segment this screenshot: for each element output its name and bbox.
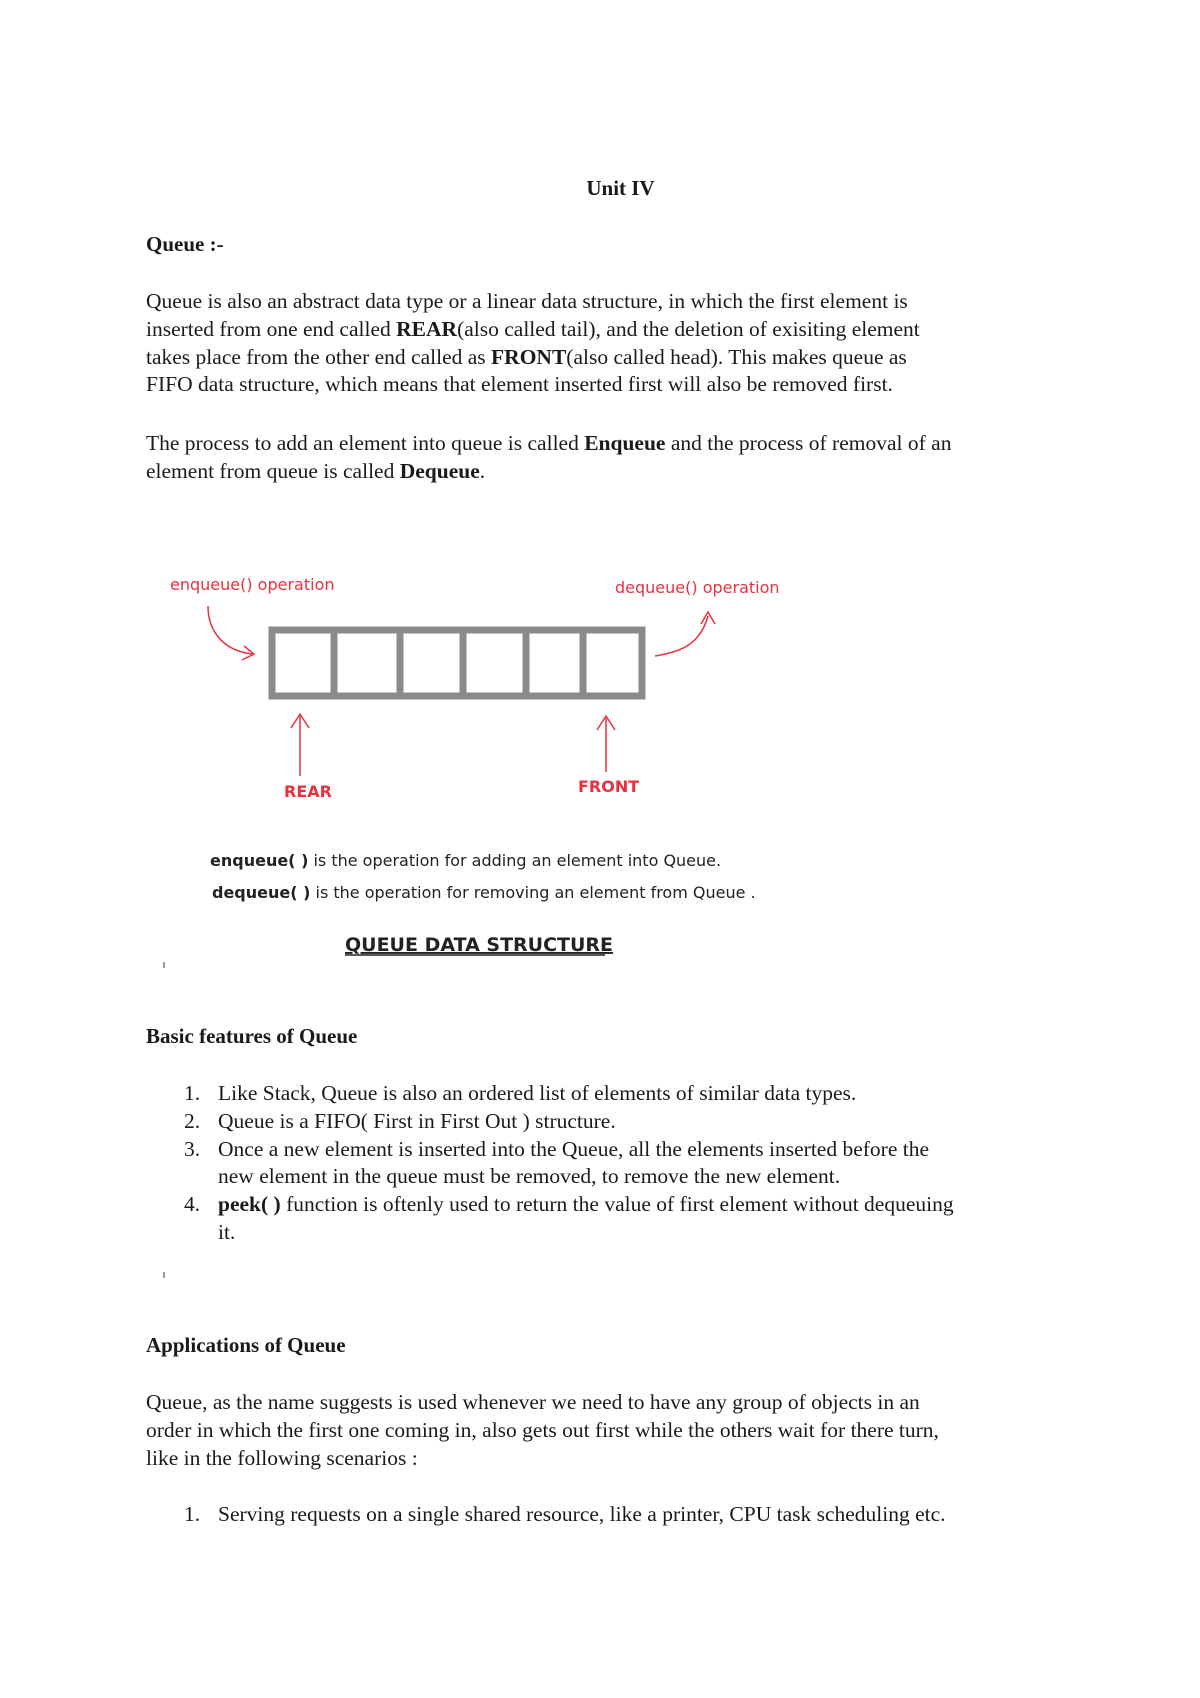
stray-mark	[163, 962, 165, 968]
enqueue-operation-label: enqueue() operation	[170, 575, 335, 594]
enqueue-term: Enqueue	[584, 431, 666, 455]
applications-list	[146, 1501, 1076, 1529]
intro-line: Queue is also an abstract data type or a linear data structure, in which the first element is	[146, 289, 908, 313]
process-line: The process to add an element into queue is called Enqueue and the process of removal of an	[146, 431, 952, 455]
rear-term: REAR	[396, 316, 458, 341]
features-heading: Basic features of Queue	[146, 1024, 358, 1048]
applications-heading: Applications of Queue	[146, 1333, 346, 1357]
enqueue-description: enqueue( ) is the operation for adding an element into Queue.	[210, 851, 722, 870]
list-item: 1. Serving requests on a single shared resource, like a printer, CPU task scheduling etc.	[184, 1502, 946, 1526]
list-item: 1. Like Stack, Queue is also an ordered list of elements of similar data types.	[184, 1081, 857, 1105]
page-title: Unit IV	[586, 176, 655, 200]
features-list	[146, 1080, 1076, 1247]
front-label: FRONT	[578, 777, 640, 796]
queue-diagram	[150, 560, 830, 960]
intro-line: takes place from the other end called as FRONT(also called head). This makes queue as	[146, 344, 907, 369]
intro-line: FIFO data structure, which means that element inserted first will also be removed first.	[146, 372, 893, 397]
applications-paragraph: Queue, as the name suggests is used whenever we need to have any group of objects in an order in which the first one coming in, also gets out first while the others wait for there turn, like in the following scenarios :	[146, 1390, 939, 1470]
list-item: 4. peek( ) function is oftenly used to return the value of first element without dequeuing it.	[184, 1192, 954, 1244]
dequeue-operation-label: dequeue() operation	[615, 578, 780, 597]
queue-heading: Queue :-	[146, 232, 224, 256]
list-item: 2. Queue is a FIFO( First in First Out ) structure.	[184, 1108, 616, 1133]
intro-line: inserted from one end called REAR(also called tail), and the deletion of exisiting element	[146, 316, 920, 341]
dequeue-arrow	[655, 616, 708, 656]
list-item: 3. Once a new element is inserted into the Queue, all the elements inserted before the new element in the queue must be removed, to remove the new element.	[184, 1136, 930, 1189]
queue-box	[272, 630, 642, 696]
diagram-caption: QUEUE DATA STRUCTURE	[345, 934, 614, 956]
peek-term: peek( )	[218, 1192, 281, 1217]
process-paragraph	[146, 430, 1076, 486]
front-term: FRONT	[491, 344, 567, 369]
stray-mark	[163, 1272, 165, 1278]
process-line: element from queue is called Dequeue.	[146, 458, 486, 483]
dequeue-term: Dequeue	[399, 458, 480, 483]
rear-label: REAR	[284, 782, 332, 801]
dequeue-description: dequeue( ) is the operation for removing an element from Queue .	[212, 883, 756, 902]
intro-paragraph	[146, 288, 1076, 399]
